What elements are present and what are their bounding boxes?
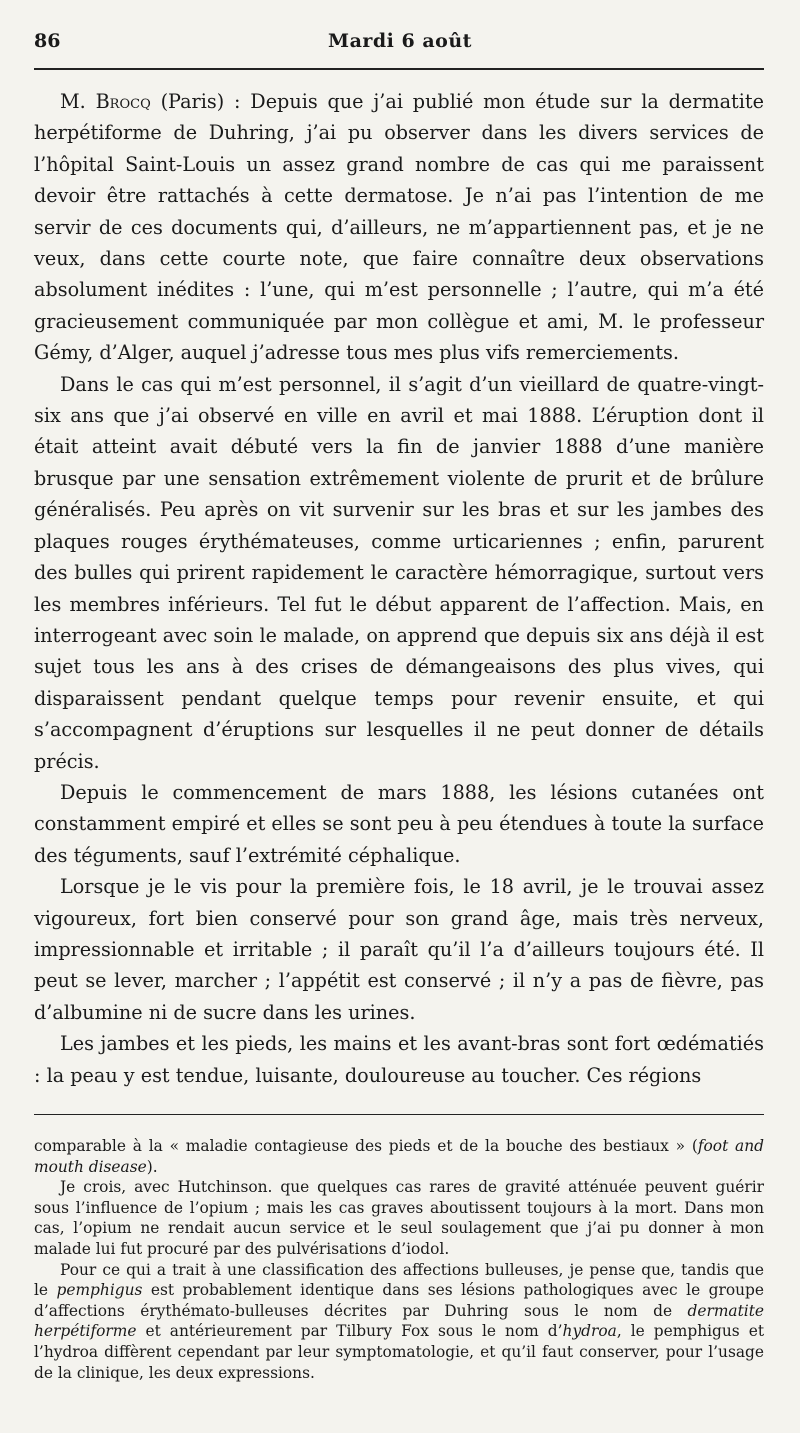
paragraph-4: Lorsque je le vis pour la première fois, le 18 avril, je le trouvai assez vigoureux, fort bien conservé pour son grand âge, mais très nerveux, impressionnable et irritable ; il paraît qu’il l’a d’ailleurs toujours été. Il peut se lever, marcher ; l’appétit est conservé ; il n’y a pas de fièvre, pas d’albumine ni de sucre dans les urines. bbox=[34, 875, 764, 1024]
footnote-3-italic-2: dermatite herpétiforme bbox=[34, 1301, 764, 1341]
footnote-1-end: ). bbox=[146, 1157, 158, 1176]
footnote-3-a: Pour ce qui a trait à une classification des affections bulleuses, je pense que, tandis que le bbox=[34, 1260, 764, 1300]
paragraph-5: Les jambes et les pieds, les mains et les avant-bras sont fort œdématiés : la peau y est tendue, luisante, douloureuse au toucher. Ces régions bbox=[34, 1032, 764, 1087]
header-rule bbox=[34, 68, 764, 70]
footnotes bbox=[34, 1136, 764, 1383]
footnote-3-d: , le pemphigus et l’hydroa diffèrent cependant par leur symptomatologie, et qu’il faut conserver, pour l’usage de la clinique, les deux expressions. bbox=[34, 1322, 765, 1382]
footnote-3-italic-3: hydroa bbox=[562, 1322, 617, 1341]
footnote-rule bbox=[34, 1114, 764, 1115]
paragraph-2: Dans le cas qui m’est personnel, il s’agit d’un vieillard de quatre-vingt-six ans que j’ai observé en ville en avril et mai 1888. L’éruption dont il était atteint avait débuté vers la fin de janvier 1888 d’une manière brusque par une sensation extrêmement violente de prurit et de brûlure généralisés. Peu après on vit survenir sur les bras et sur les jambes des plaques rouges érythémateuses, comme urticariennes ; enfin, parurent des bulles qui prirent rapidement le caractère hémorragique, surtout vers les membres inférieurs. Tel fut le début apparent de l’affection. Mais, en interrogeant avec soin le malade, on apprend que depuis six ans déjà il est sujet tous les ans à des crises de démangeaisons des plus vives, qui disparaissent pendant quelque temps pour revenir ensuite, et qui s’accompagnent d’éruptions sur lesquelles il ne peut donner de détails précis. bbox=[34, 372, 764, 773]
paragraph-1 bbox=[34, 86, 764, 369]
running-head: Mardi 6 août bbox=[328, 30, 472, 52]
footnote-3-italic-1: pemphigus bbox=[56, 1281, 143, 1300]
footnote-3-c: et antérieurement par Tilbury Fox sous le nom d’ bbox=[136, 1322, 563, 1341]
footnote-3-b: est probablement identique dans ses lésions pathologiques avec le groupe d’affections érythémato-bulleuses décrites par Duhring sous le nom de bbox=[34, 1281, 764, 1320]
speaker-name: Brocq bbox=[95, 90, 151, 113]
page-number: 86 bbox=[34, 30, 61, 52]
footnote-1-italic: foot and mouth disease bbox=[34, 1137, 764, 1176]
footnote-2: Je crois, avec Hutchinson. que quelques cas rares de gravité atténuée peuvent guérir sous l’influence de l’opium ; mais les cas graves aboutissent toujours à la mort. Dans mon cas, l’opium ne rendait aucun service et le seul soulagement que j’ai pu donner à mon malade lui fut procuré par des pulvérisations d’iodol. bbox=[34, 1178, 764, 1258]
page-header bbox=[34, 30, 766, 60]
main-text bbox=[34, 86, 764, 1091]
footnote-1 bbox=[34, 1136, 764, 1177]
paragraph-3: Depuis le commencement de mars 1888, les lésions cutanées ont constamment empiré et elles se sont peu à peu étendues à toute la surface des téguments, sauf l’extrémité céphalique. bbox=[34, 780, 764, 867]
paragraph-1-text: (Paris) : Depuis que j’ai publié mon étude sur la dermatite herpétiforme de Duhring, j’ai pu observer dans les divers services de l’hôpital Saint-Louis un assez grand nombre de cas qui me paraissent devoir être rattachés à cette dermatose. Je n’ai pas l’intention de me servir de ces documents qui, d’ailleurs, ne m’appartiennent pas, et je ne veux, dans cette courte note, que faire connaître deux observations absolument inédites : l’une, qui m’est personnelle ; l’autre, qui m’a été gracieusement communiquée par mon collègue et ami, M. le professeur Gémy, d’Alger, auquel j’adresse tous mes plus vifs remerciements. bbox=[34, 90, 764, 365]
speaker-prefix: M. bbox=[60, 90, 96, 113]
footnote-1-text: comparable à la « maladie contagieuse des pieds et de la bouche des bestiaux » ( bbox=[34, 1137, 698, 1155]
footnote-3 bbox=[34, 1260, 764, 1384]
